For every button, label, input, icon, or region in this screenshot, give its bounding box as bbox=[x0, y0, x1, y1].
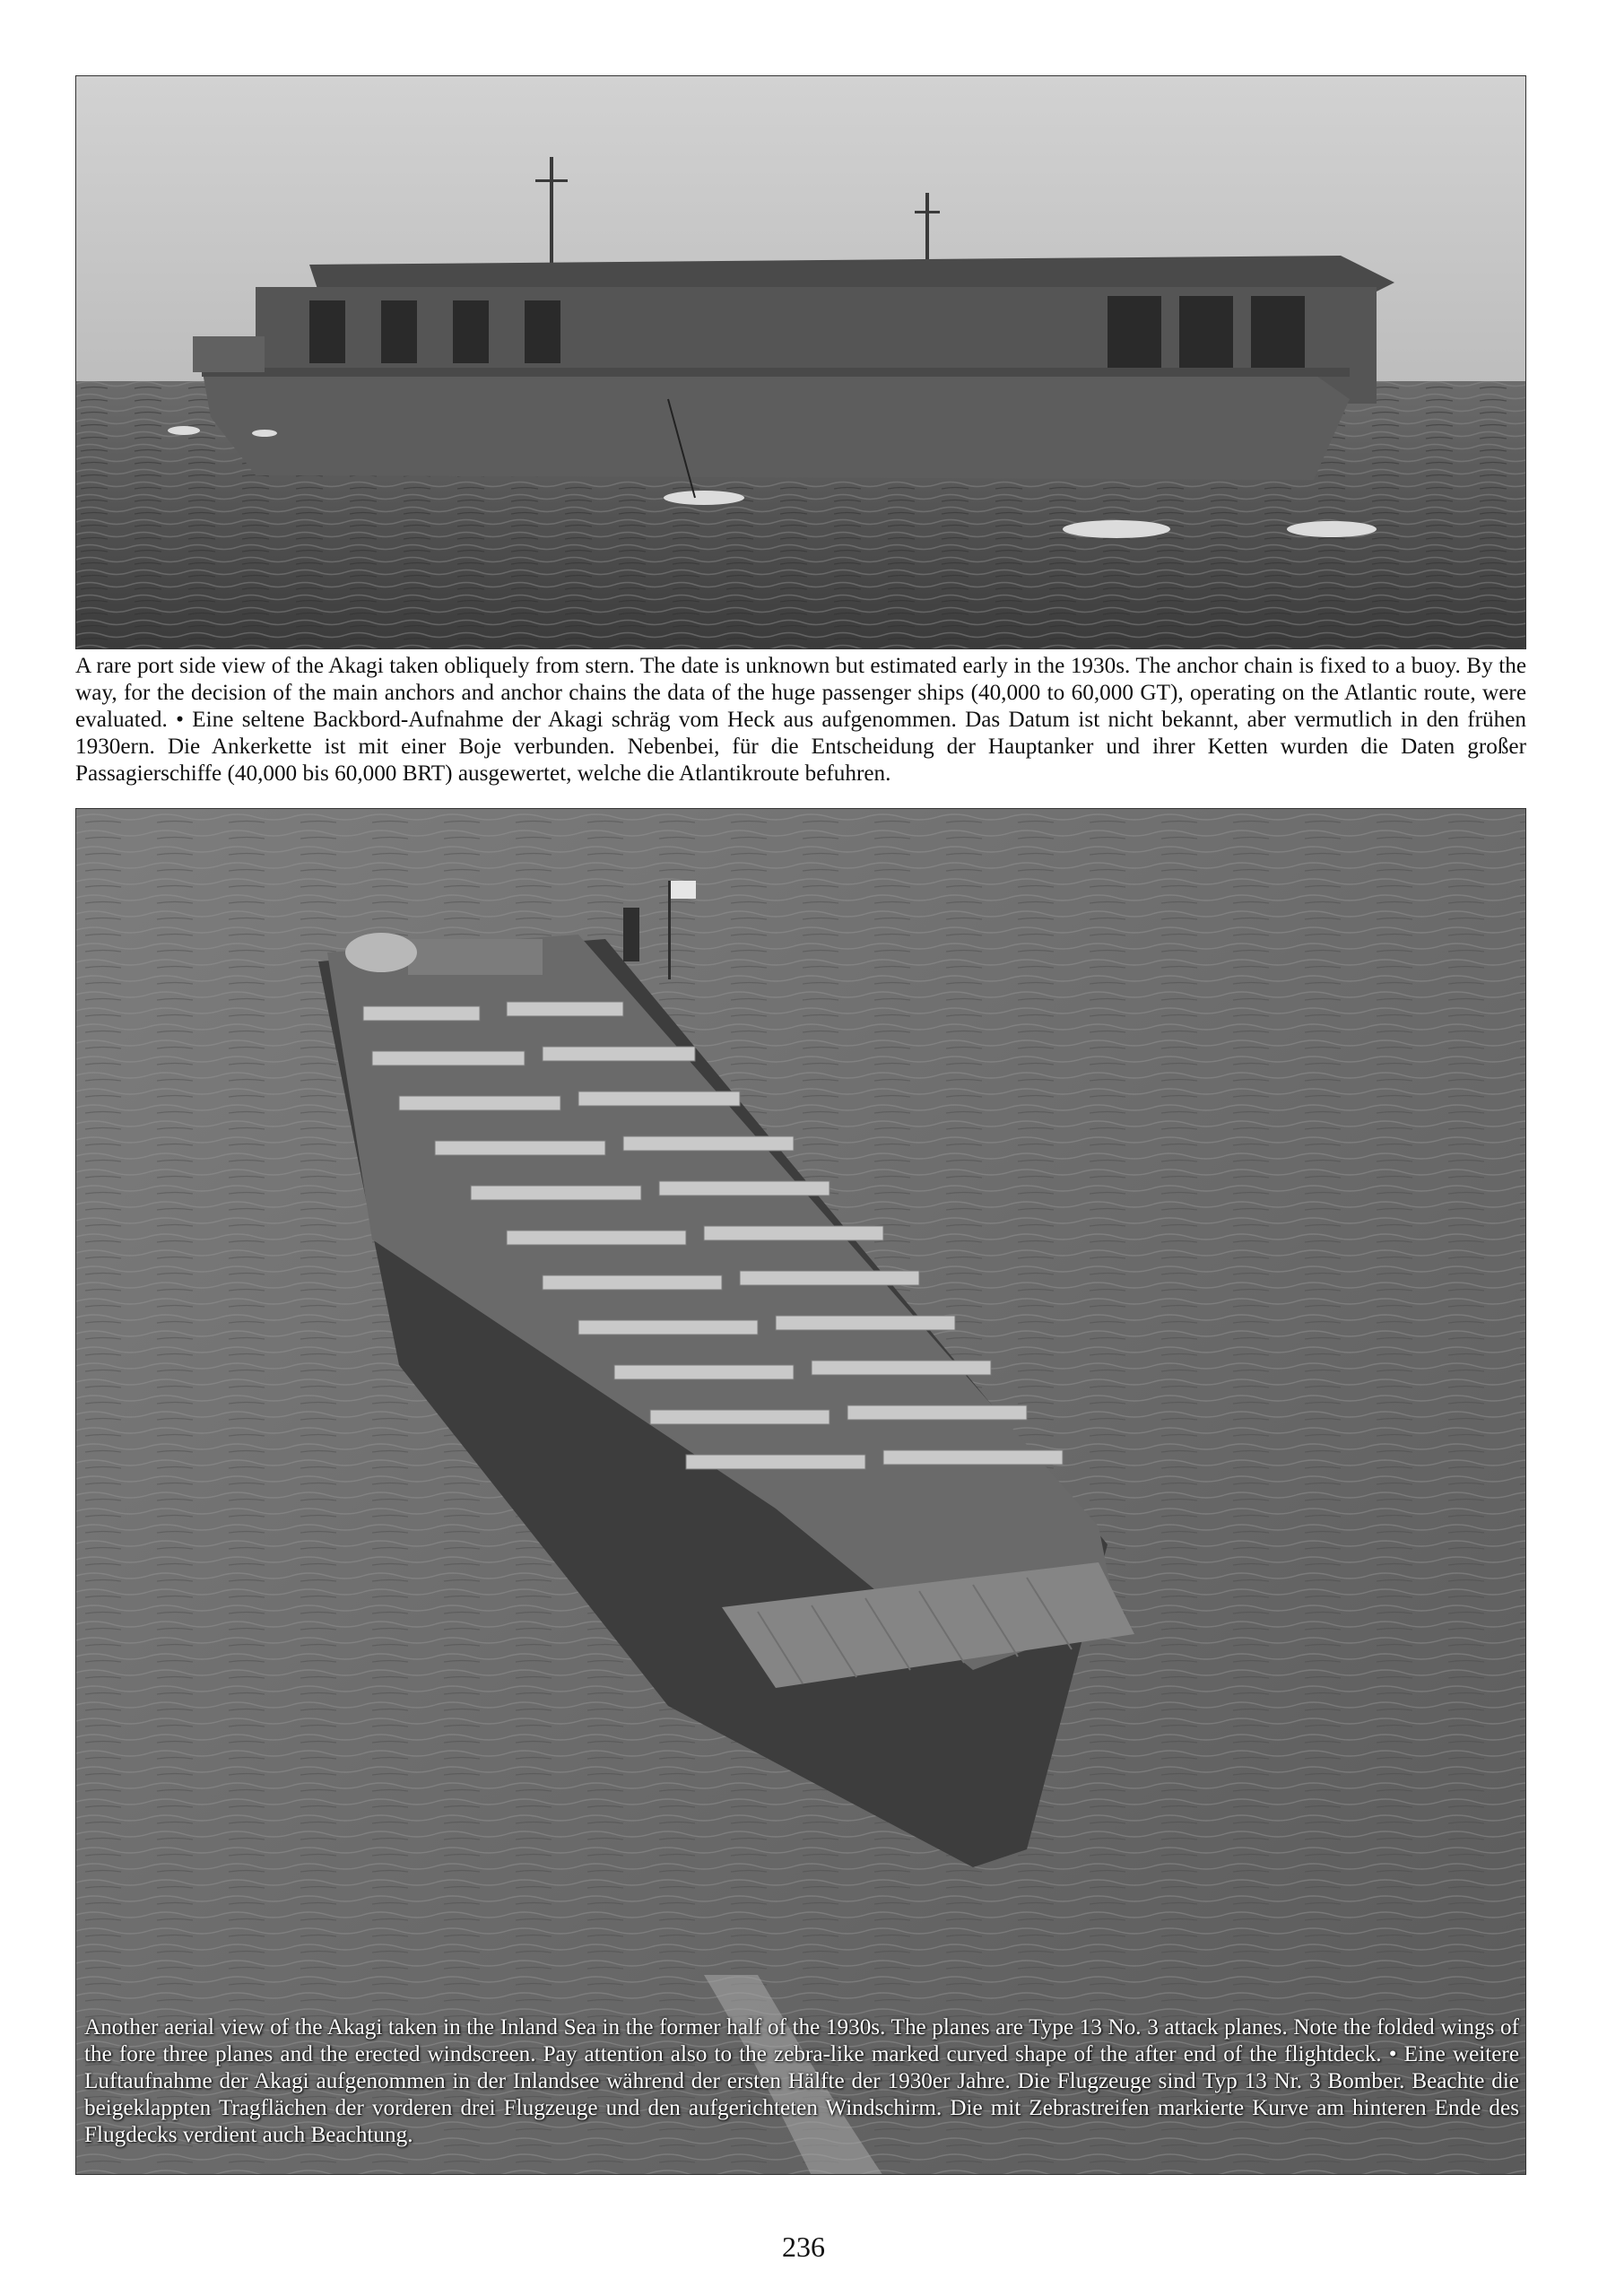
photo-caption-bottom: Another aerial view of the Akagi taken in the Inland Sea in the former half of the 1930s. The planes are Type 13 No. 3 attack planes. Note the folded wings of the fore three planes and the erected windscreen. Pay attention also to the zebra-like marked curved shape of the after end of the flightdeck. • Eine weitere Luftaufnahme der Akagi aufgenommen in der Inlandsee während der ersten Hälfte der 1930er Jahre. Die Flugzeuge sind Typ 13 Nr. 3 Bomber. Beachte die beigeklappten Tragflächen der vorderen drei Flugzeuge und den aufgerichteten Windschirm. Die mit Zebrastreifen markierte Kurve am hinteren Ende des Flugdecks verdient auch Beachtung. bbox=[84, 2015, 1519, 2147]
photo-aerial-view bbox=[75, 808, 1526, 2175]
photo-caption-top: A rare port side view of the Akagi taken obliquely from stern. The date is unknown but estimated early in the 1930s. The anchor chain is fixed to a buoy. By the way, for the decision of the main anchors and anchor chains the data of the huge passenger ships (40,000 to 60,000 GT), operating on the Atlantic route, were evaluated. • Eine seltene Backbord-Aufnahme der Akagi schräg vom Heck aus aufgenommen. Das Datum ist nicht bekannt, aber vermutlich in den frühen 1930ern. Die Ankerkette ist mit einer Boje verbunden. Nebenbei, für die Entscheidung der Hauptanker und ihrer Ketten wurden die Daten großer Passagierschiffe (40,000 bis 60,000 BRT) ausgewertet, welche die Atlantikroute befuhren. bbox=[75, 654, 1526, 786]
page-number: 236 bbox=[782, 2231, 825, 2263]
ship-aerial-image bbox=[76, 809, 1526, 2175]
photo-port-side-view bbox=[75, 75, 1526, 649]
ship-port-side-image bbox=[76, 76, 1526, 649]
